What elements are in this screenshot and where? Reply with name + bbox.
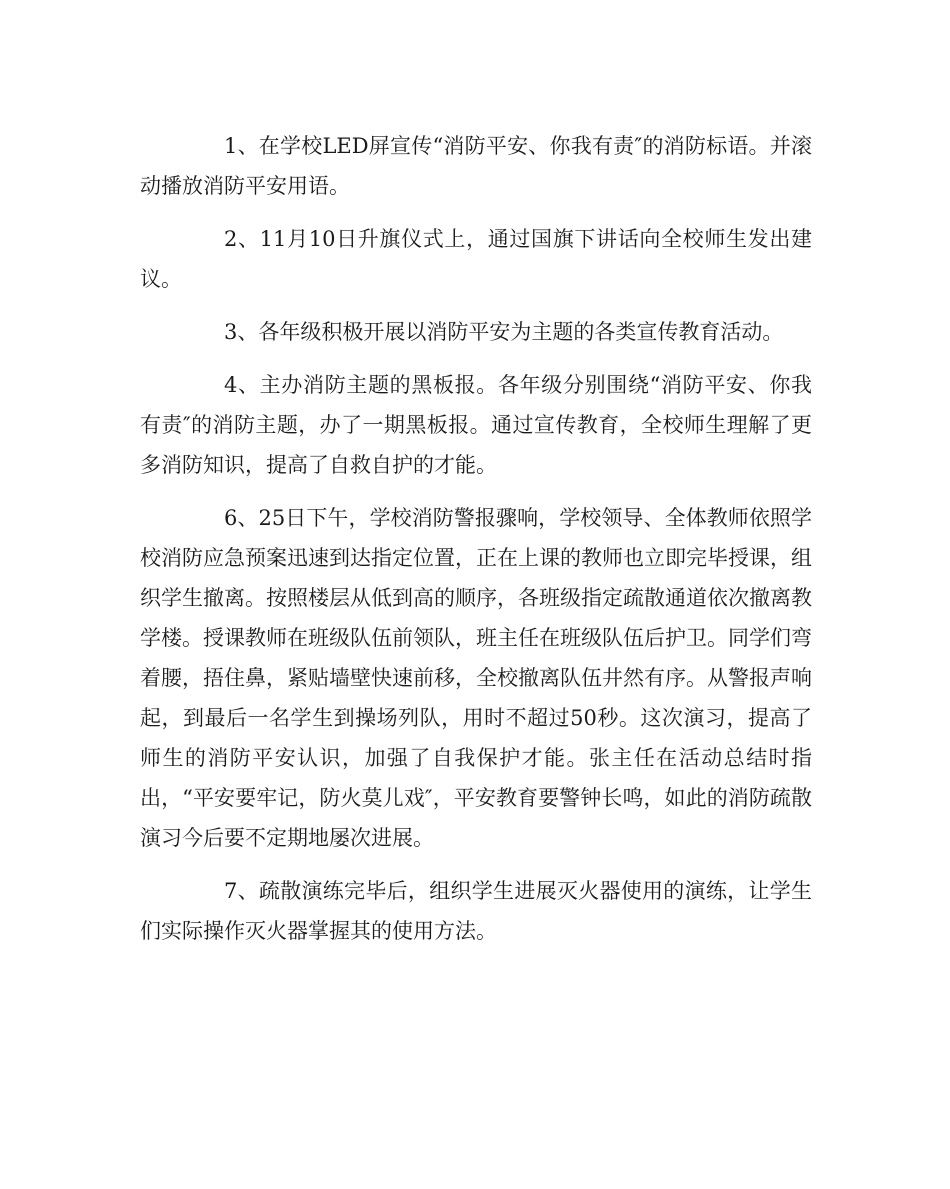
paragraph-3: 3、各年级积极开展以消防平安为主题的各类宣传教育活动。	[224, 320, 784, 344]
paragraph-2: 2、11月10日升旗仪式上，通过国旗下讲话向全校师生发出建议。	[140, 227, 812, 291]
paragraph-6: 6、25日下午，学校消防警报骤响，学校领导、全体教师依照学校消防应急预案迅速到达指定位置，正在上课的教师也立即完毕授课，组织学生撤离。按照楼层从低到高的顺序，各班级指定疏散通道依次撤离教学楼。授课教师在班级队伍前领队，班主任在班级队伍后护卫。同学们弯着腰，捂住鼻，紧贴墙壁快速前移，全校撤离队伍井然有序。从警报声响起，到最后一名学生到操场列队，用时不超过50秒。这次演习，提高了师生的消防平安认识，加强了自我保护才能。张主任在活动总结时指出，“平安要牢记，防火莫儿戏″，平安教育要警钟长鸣，如此的消防疏散演习今后要不定期地屡次进展。	[140, 506, 812, 850]
paragraph-1: 1、在学校LED屏宣传“消防平安、你我有责″的消防标语。并滚动播放消防平安用语。	[140, 134, 812, 198]
paragraph-7: 7、疏散演练完毕后，组织学生进展灭火器使用的演练，让学生们实际操作灭火器掌握其的使用方法。	[140, 879, 812, 943]
document-body	[140, 126, 812, 964]
paragraph-4: 4、主办消防主题的黑板报。各年级分别围绕“消防平安、你我有责″的消防主题，办了一期黑板报。通过宣传教育，全校师生理解了更多消防知识，提高了自救自护的才能。	[140, 373, 812, 477]
